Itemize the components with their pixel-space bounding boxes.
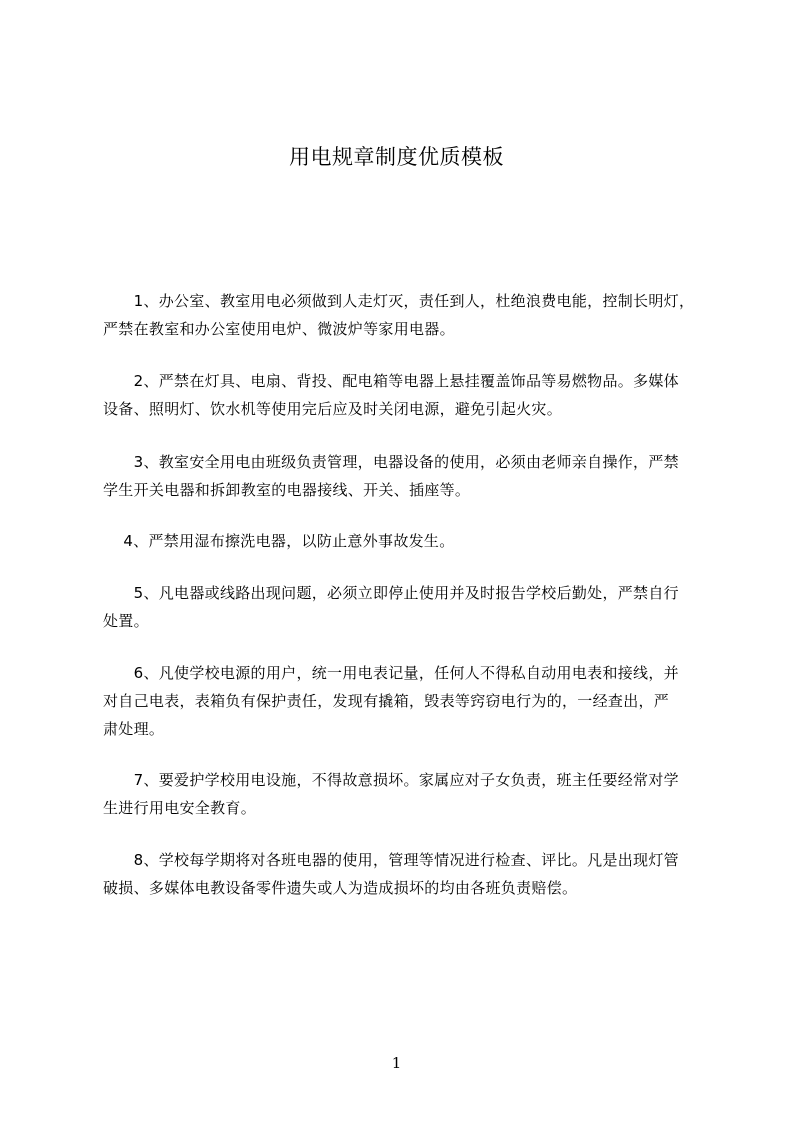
paragraph-line: 生进行用电安全教育。 [103,799,257,817]
paragraph-line: 设备、照明灯、饮水机等使用完后应及时关闭电源，避免引起火灾。 [103,400,563,418]
paragraph-line: 7、要爱护学校用电设施，不得故意损坏。家属应对子女负责，班主任要经常对学 [103,771,679,789]
paragraph-line: 学生开关电器和拆卸教室的电器接线、开关、插座等。 [103,481,471,499]
paragraph-line: 2、严禁在灯具、电扇、背投、配电箱等电器上悬挂覆盖饰品等易燃物品。多媒体 [103,372,679,390]
paragraph-line: 5、凡电器或线路出现问题，必须立即停止使用并及时报告学校后勤处，严禁自行 [103,584,679,602]
paragraph-line: 6、凡使学校电源的用户，统一用电表记量，任何人不得私自动用电表和接线，并 [103,664,679,682]
paragraph-line: 对自己电表，表箱负有保护责任，发现有撬箱，毁表等窍窃电行为的，一经查出，严 [103,692,670,710]
paragraph-8 [103,846,725,902]
paragraph-line: 1、办公室、教室用电必须做到人走灯灭，责任到人，杜绝浪费电能，控制长明灯， [103,292,695,310]
paragraph-line: 4、严禁用湿布擦洗电器，以防止意外事故发生。 [103,532,455,550]
paragraph-4 [103,527,725,555]
paragraph-3 [103,448,725,504]
paragraph-line: 肃处理。 [103,720,165,738]
paragraph-2 [103,367,725,423]
paragraph-6 [103,659,725,743]
paragraph-line: 破损、多媒体电教设备零件遗失或人为造成损坏的均由各班负责赔偿。 [103,879,578,897]
paragraph-line: 处置。 [103,612,149,630]
paragraph-5 [103,579,725,635]
paragraph-7 [103,766,725,822]
paragraph-1 [103,287,725,343]
paragraph-line: 3、教室安全用电由班级负责管理，电器设备的使用，必须由老师亲自操作，严禁 [103,453,679,471]
document-title: 用电规章制度优质模板 [289,145,504,169]
paragraph-line: 8、学校每学期将对各班电器的使用，管理等情况进行检查、评比。凡是出现灯管 [103,851,679,869]
page-number: 1 [391,1054,402,1072]
paragraph-line: 严禁在教室和办公室使用电炉、微波炉等家用电器。 [103,320,455,338]
